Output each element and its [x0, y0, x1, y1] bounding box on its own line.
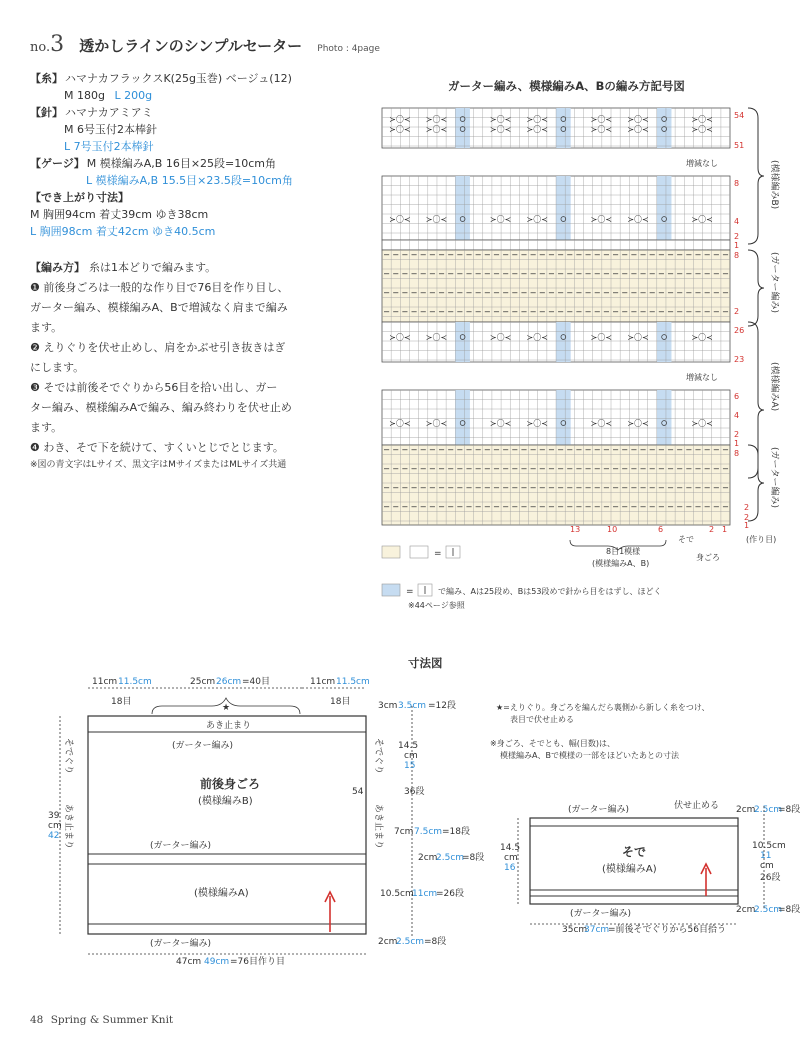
r2-unit: cm: [404, 751, 418, 761]
s3-eq: =8段: [778, 905, 800, 915]
method-step1-c: ます。: [30, 321, 63, 334]
repeat-sub: (模様編みA、B): [592, 559, 650, 568]
dims-title: 寸法図: [408, 656, 443, 670]
chart-decrease-mark: ≻〇≺: [526, 125, 548, 134]
chart-title: ガーター編み、模様編みA、Bの編み方記号図: [448, 79, 685, 93]
row-num-1c: 1: [744, 521, 750, 530]
col-num-10: 10: [607, 525, 618, 534]
pattern-no: 3: [50, 32, 65, 57]
chart-blue-column: [455, 108, 470, 148]
r3-eq: =18段: [442, 827, 470, 837]
chart-decrease-mark: ≻〇≺: [389, 333, 411, 342]
s2-m: 10.5cm: [752, 841, 786, 851]
chart-blue-column: [556, 322, 571, 362]
r4-l: 2.5cm: [436, 853, 465, 863]
side-unit: cm: [48, 821, 62, 831]
r3-l: 7.5cm: [414, 827, 443, 837]
chart-decrease-mark: ≻〇≺: [489, 125, 512, 134]
s1-eq: =8段: [778, 805, 800, 815]
chart-blue-column: [657, 390, 672, 445]
chart-decrease-mark: ≻〇≺: [590, 215, 613, 224]
method-step2-a: ❷ えりぐりを伏せ止めし、肩をかぶせ引き抜きはぎ: [30, 341, 286, 354]
top-mid-l: 26cm: [216, 677, 242, 687]
gauge-l: L 模様編みA,B 15.5目×23.5段=10cm角: [86, 174, 293, 187]
chart-decrease-mark: ≻〇≺: [590, 333, 613, 342]
side-h: 39: [48, 811, 60, 821]
row-num-2d: 2: [744, 503, 750, 512]
yarn-label: 【糸】: [30, 72, 63, 85]
note2-a: ※身ごろ、そでとも、幅(目数)は、: [490, 739, 615, 748]
repeat-label: 8目1模様: [606, 547, 641, 556]
chart-decrease-mark: ≻〇≺: [691, 125, 713, 134]
r6-l: 2.5cm: [396, 937, 425, 947]
chart-decrease-mark: ≻〇≺: [425, 333, 448, 342]
chart-decrease-mark: ≻〇≺: [389, 215, 411, 224]
row-num-54: 54: [734, 111, 745, 120]
row-num-23: 23: [734, 355, 745, 364]
needle-label: 【針】: [30, 106, 63, 119]
chart-ref: ※44ページ参照: [408, 601, 465, 610]
chart-blue-column: [657, 322, 672, 362]
note1-a: ★=えりぐり。身ごろを編んだら裏側から新しく糸をつけ、: [496, 703, 710, 712]
sleeve-garter-top: (ガーター編み): [568, 805, 630, 815]
garter-mid: (ガーター編み): [150, 841, 212, 851]
col-num-2: 2: [709, 525, 715, 534]
r2-rows: 36段: [404, 787, 425, 797]
sleeve-w-m: 35cm: [562, 925, 588, 935]
top-mid-m: 25cm: [190, 677, 216, 687]
top-left-m: 11cm: [92, 677, 118, 687]
r6-eq: =8段: [424, 937, 447, 947]
legend-blue-text: で編み、Aは25段め、Bは53段めで針から目をはずし、ほどく: [438, 587, 662, 596]
book-title: Spring & Summer Knit: [50, 1014, 174, 1026]
needle-l: L 7号玉付2本棒針: [64, 140, 154, 153]
chart-decrease-mark: ≻〇≺: [627, 215, 649, 224]
body-name: 前後身ごろ: [200, 777, 261, 791]
bracket-garter-2: (ガーター編み): [769, 447, 779, 509]
top-right-m: 11cm: [310, 677, 336, 687]
aki-top: あき止まり: [206, 721, 252, 731]
bottom-eq: =76目作り目: [230, 957, 285, 967]
note1-b: 表目で伏せ止める: [510, 715, 574, 724]
gauge-m: M 模様編みA,B 16目×25段=10cm角: [86, 157, 277, 170]
chart-decrease-mark: ≻〇≺: [627, 125, 649, 134]
sodeguri-left: そでぐり: [63, 738, 73, 775]
method-step3-b: ター編み、模様編みAで編み、編み終わりを伏せ止め: [30, 401, 292, 414]
chart-blue-column: [455, 322, 470, 362]
chart-blue-column: [657, 108, 672, 148]
s2-l: 11: [760, 851, 772, 861]
chart-decrease-mark: ≻〇≺: [627, 333, 649, 342]
method-step2-b: にします。: [30, 361, 85, 374]
sode-label: そで: [678, 535, 694, 544]
chart-decrease-mark: ≻〇≺: [489, 419, 512, 428]
materials: [30, 70, 330, 240]
chart-decrease-mark: ≻〇≺: [489, 115, 512, 124]
sleeve-w-l: 37cm: [584, 925, 610, 935]
chart-decrease-mark: ≻〇≺: [389, 419, 411, 428]
top-right-rows: 18目: [330, 697, 351, 707]
garter-top: (ガーター編み): [172, 741, 234, 751]
chart-decrease-mark: ≻〇≺: [389, 115, 411, 124]
top-mid-eq: =40目: [242, 677, 270, 687]
gauge-label: 【ゲージ】: [30, 157, 85, 170]
col-num-1: 1: [722, 525, 728, 534]
start-label: (作り目): [746, 535, 777, 544]
chart-blue-column: [556, 108, 571, 148]
dimension-diagram: [0, 670, 800, 980]
row-num-2c: 2: [734, 430, 740, 439]
method-step1-a: ❶ 前後身ごろは一般的な作り目で76目を作り目し、: [30, 281, 289, 294]
method-label: 【編み方】: [30, 261, 85, 274]
garter-bot: (ガーター編み): [150, 939, 212, 949]
r1-l: 3.5cm: [398, 701, 427, 711]
pattern-a: (模様編みA): [194, 888, 249, 899]
needle-m: M 6号玉付2本棒針: [64, 123, 157, 136]
row-num-2b: 2: [734, 307, 740, 316]
sleeve-h: 14.5: [500, 843, 521, 853]
sleeve-name: そで: [622, 845, 647, 859]
size-l: L 胸囲98cm 着丈42cm ゆき40.5cm: [30, 225, 216, 238]
yarn-m: M 180g: [64, 89, 105, 102]
migoro-label: 身ごろ: [696, 553, 720, 562]
chart-decrease-mark: ≻〇≺: [425, 115, 448, 124]
s3-m: 2cm: [736, 905, 756, 915]
chart-decrease-mark: ≻〇≺: [590, 125, 613, 134]
row-num-2a: 2: [734, 232, 740, 241]
neck-star: ★: [222, 703, 231, 713]
method-note: ※図の青文字はLサイズ、黒文字はMサイズまたはMLサイズ共通: [30, 460, 287, 470]
stitch-chart: [360, 100, 800, 610]
col-num-6: 6: [658, 525, 664, 534]
col-num-13: 13: [570, 525, 581, 534]
page-header: [30, 32, 380, 57]
aki-side-right: あき止まり: [373, 804, 383, 850]
aki-side-left: あき止まり: [63, 804, 73, 850]
chart-decrease-mark: ≻〇≺: [425, 215, 448, 224]
legend-blue-swatch: [382, 584, 400, 596]
chart-decrease-mark: ≻〇≺: [526, 115, 548, 124]
chart-decrease-mark: ≻〇≺: [590, 419, 613, 428]
s3-l: 2.5cm: [754, 905, 783, 915]
r2-l: 15: [404, 761, 416, 771]
s1-m: 2cm: [736, 805, 756, 815]
top-right-l: 11.5cm: [336, 677, 370, 687]
r5-m: 10.5cm: [380, 889, 414, 899]
chart-decrease-mark: ≻〇≺: [691, 215, 713, 224]
yarn-line: ハマナカフラックスK(25g玉巻) ベージュ(12): [65, 72, 292, 85]
chart-decrease-mark: ≻〇≺: [627, 115, 649, 124]
s2-unit: cm: [760, 861, 774, 871]
row-num-26: 26: [734, 326, 745, 335]
sleeve-bind: 伏せ止める: [674, 801, 720, 811]
r4-eq: =8段: [462, 853, 485, 863]
r2-m: 14.5: [398, 741, 419, 751]
body-sub: (模様編みB): [198, 796, 253, 807]
chart-decrease-mark: ≻〇≺: [526, 419, 548, 428]
no-change-1: 増減なし: [686, 159, 718, 168]
chart-decrease-mark: ≻〇≺: [389, 125, 411, 134]
footer: [30, 1014, 173, 1026]
method: [30, 258, 340, 472]
needle-line: ハマナカアミアミ: [65, 106, 153, 119]
r1-m: 3cm: [378, 701, 398, 711]
top-left-rows: 18目: [111, 697, 132, 707]
r3-m: 7cm: [394, 827, 414, 837]
method-step3-c: ます。: [30, 421, 63, 434]
chart-blue-column: [556, 390, 571, 445]
row-num-51: 51: [734, 141, 745, 150]
size-label: 【でき上がり寸法】: [30, 191, 129, 204]
chart-blue-column: [455, 390, 470, 445]
pattern-title: 透かしラインのシンプルセーター: [79, 37, 303, 55]
bracket-b: (模様編みB): [769, 160, 779, 210]
sodeguri-right: そでぐり: [373, 738, 383, 775]
sleeve-h-unit: cm: [504, 853, 518, 863]
sleeve-garter-bot: (ガーター編み): [570, 909, 632, 919]
r4-m: 2cm: [418, 853, 438, 863]
r5-eq: =26段: [436, 889, 464, 899]
row-num-1b: 1: [734, 439, 740, 448]
page-number: 48: [30, 1014, 44, 1026]
r54: 54: [352, 787, 364, 797]
top-left-l: 11.5cm: [118, 677, 152, 687]
r1-eq: =12段: [428, 701, 456, 711]
bracket-a: (模様編みA): [769, 362, 779, 412]
chart-decrease-mark: ≻〇≺: [627, 419, 649, 428]
method-step1-b: ガーター編み、模様編みA、Bで増減なく肩まで編み: [30, 301, 288, 314]
yarn-l: L 200g: [114, 89, 153, 102]
chart-decrease-mark: ≻〇≺: [425, 125, 448, 134]
pattern-no-prefix: no.: [30, 40, 51, 55]
method-step3-a: ❸ そでは前後そでぐりから56目を拾い出し、ガー: [30, 381, 278, 394]
bottom-l: 49cm: [204, 957, 230, 967]
row-num-2e: 2: [744, 513, 750, 522]
chart-decrease-mark: ≻〇≺: [691, 115, 713, 124]
r5-l: 11cm: [412, 889, 438, 899]
row-num-4a: 4: [734, 217, 740, 226]
row-num-1a: 1: [734, 241, 740, 250]
s1-l: 2.5cm: [754, 805, 783, 815]
chart-decrease-mark: ≻〇≺: [526, 215, 548, 224]
sleeve-h-l: 16: [504, 863, 516, 873]
sleeve-sub: (模様編みA): [602, 864, 657, 875]
row-num-8a: 8: [734, 179, 740, 188]
chart-decrease-mark: ≻〇≺: [425, 419, 448, 428]
size-m: M 胸囲94cm 着丈39cm ゆき38cm: [30, 208, 209, 221]
row-num-8c: 8: [734, 449, 740, 458]
row-num-6: 6: [734, 392, 740, 401]
bracket-garter-1: (ガーター編み): [769, 252, 779, 314]
chart-decrease-mark: ≻〇≺: [489, 333, 512, 342]
legend-eq-2: =: [406, 587, 414, 597]
chart-decrease-mark: ≻〇≺: [691, 419, 713, 428]
s2-rows: 26段: [760, 873, 781, 883]
photo-ref: Photo : 4page: [317, 44, 380, 54]
bottom-m: 47cm: [176, 957, 202, 967]
chart-decrease-mark: ≻〇≺: [691, 333, 713, 342]
method-intro: 糸は1本どりで編みます。: [89, 261, 217, 274]
no-change-2: 増減なし: [686, 373, 718, 382]
chart-decrease-mark: ≻〇≺: [489, 215, 512, 224]
row-num-8b: 8: [734, 251, 740, 260]
sleeve-w-eq: =前後そでぐりから56目拾う: [608, 925, 726, 935]
legend-cream-swatch: [382, 546, 400, 558]
chart-grid: [382, 108, 730, 525]
row-num-4b: 4: [734, 411, 740, 420]
legend-eq-1: =: [434, 549, 442, 559]
note2-b: 模様編みA、Bで模様の一部をほどいたあとの寸法: [500, 751, 679, 760]
chart-decrease-mark: ≻〇≺: [526, 333, 548, 342]
r6-m: 2cm: [378, 937, 398, 947]
legend-white-swatch: [410, 546, 428, 558]
side-h-l: 42: [48, 831, 60, 841]
method-step4: ❹ わき、そで下を続けて、すくいとじでとじます。: [30, 441, 284, 454]
chart-decrease-mark: ≻〇≺: [590, 115, 613, 124]
